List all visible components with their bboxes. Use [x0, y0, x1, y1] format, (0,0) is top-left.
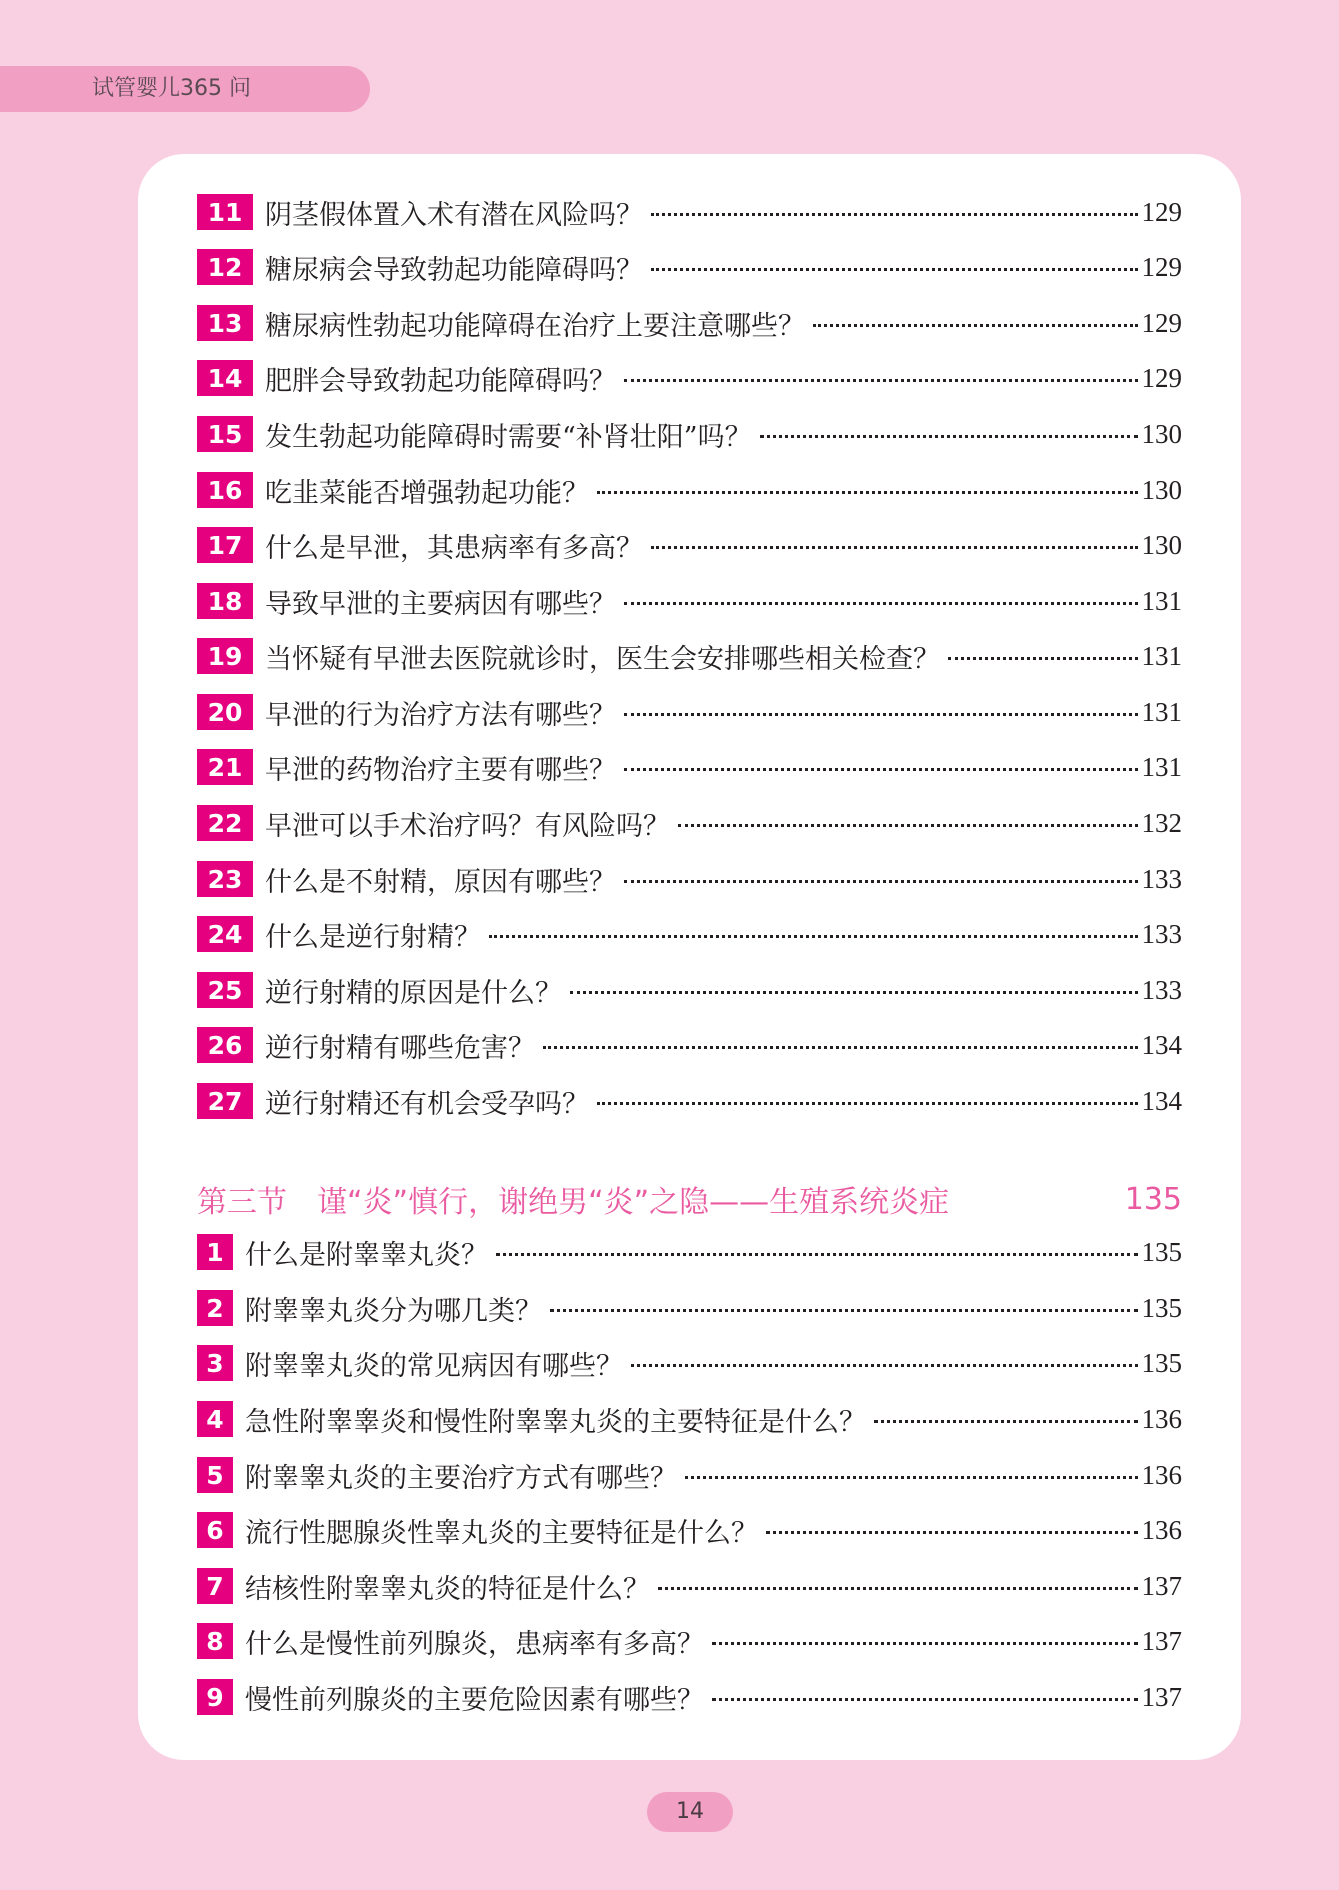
- entry-title: 逆行射精有哪些危害？: [265, 1032, 535, 1064]
- entry-page: 137: [1141, 1625, 1182, 1656]
- entry-number: 20: [197, 694, 253, 730]
- leader-dots: [712, 1698, 1138, 1701]
- entry-title: 逆行射精的原因是什么？: [265, 977, 562, 1009]
- entry-title: 吃韭菜能否增强勃起功能？: [265, 477, 589, 509]
- leader-dots: [543, 1046, 1138, 1049]
- entry-number: 17: [197, 527, 253, 563]
- entry-title: 什么是逆行射精？: [265, 921, 481, 953]
- entry-page: 136: [1141, 1403, 1182, 1434]
- toc-entry[interactable]: [197, 1510, 1182, 1550]
- toc-entry[interactable]: [197, 1288, 1182, 1328]
- entry-page: 135: [1141, 1236, 1182, 1267]
- entry-page: 136: [1141, 1459, 1182, 1490]
- entry-number: 14: [197, 360, 253, 396]
- toc-entry[interactable]: [197, 1677, 1182, 1717]
- leader-dots: [685, 1476, 1138, 1479]
- entry-title: 什么是不射精，原因有哪些？: [265, 866, 616, 898]
- toc-entry[interactable]: [197, 914, 1182, 954]
- entry-number: 8: [197, 1623, 233, 1659]
- toc-entry[interactable]: [197, 192, 1182, 232]
- entry-page: 135: [1141, 1292, 1182, 1323]
- entry-number: 6: [197, 1512, 233, 1548]
- entry-number: 12: [197, 249, 253, 285]
- toc-entry[interactable]: [197, 525, 1182, 565]
- toc-entry[interactable]: [197, 970, 1182, 1010]
- toc-entry[interactable]: [197, 859, 1182, 899]
- entry-page: 129: [1141, 251, 1182, 282]
- entry-number: 5: [197, 1457, 233, 1493]
- entry-page: 131: [1141, 751, 1182, 782]
- leader-dots: [496, 1253, 1138, 1256]
- toc-entry[interactable]: [197, 247, 1182, 287]
- leader-dots: [631, 1364, 1138, 1367]
- leader-dots: [624, 880, 1138, 883]
- book-title: 试管婴儿365 问: [92, 76, 251, 101]
- entry-page: 130: [1141, 474, 1182, 505]
- entry-title: 附睾睾丸炎的常见病因有哪些？: [245, 1350, 623, 1382]
- entry-title: 结核性附睾睾丸炎的特征是什么？: [245, 1573, 650, 1605]
- entry-title: 慢性前列腺炎的主要危险因素有哪些？: [245, 1684, 704, 1716]
- toc-entry[interactable]: [197, 636, 1182, 676]
- toc-entry[interactable]: [197, 358, 1182, 398]
- entry-number: 1: [197, 1234, 233, 1270]
- entry-number: 15: [197, 416, 253, 452]
- entry-number: 7: [197, 1568, 233, 1604]
- entry-title: 逆行射精还有机会受孕吗？: [265, 1088, 589, 1120]
- entry-page: 131: [1141, 585, 1182, 616]
- leader-dots: [658, 1587, 1138, 1590]
- leader-dots: [570, 991, 1138, 994]
- entry-page: 129: [1141, 307, 1182, 338]
- entry-number: 24: [197, 916, 253, 952]
- entry-title: 附睾睾丸炎的主要治疗方式有哪些？: [245, 1462, 677, 1494]
- toc-entry[interactable]: [197, 1343, 1182, 1383]
- entry-number: 2: [197, 1290, 233, 1326]
- entry-number: 19: [197, 638, 253, 674]
- entry-page: 135: [1141, 1347, 1182, 1378]
- entry-page: 130: [1141, 418, 1182, 449]
- leader-dots: [712, 1642, 1138, 1645]
- entry-title: 肥胖会导致勃起功能障碍吗？: [265, 365, 616, 397]
- toc-entry[interactable]: [197, 1232, 1182, 1272]
- toc-entry[interactable]: [197, 581, 1182, 621]
- toc-entry[interactable]: [197, 470, 1182, 510]
- leader-dots: [760, 435, 1138, 438]
- toc-entry[interactable]: [197, 303, 1182, 343]
- toc-entry[interactable]: [197, 1566, 1182, 1606]
- leader-dots: [651, 213, 1138, 216]
- entry-page: 133: [1141, 918, 1182, 949]
- toc-entry[interactable]: [197, 1025, 1182, 1065]
- toc-entry[interactable]: [197, 803, 1182, 843]
- entry-title: 导致早泄的主要病因有哪些？: [265, 588, 616, 620]
- leader-dots: [813, 324, 1138, 327]
- leader-dots: [678, 824, 1138, 827]
- leader-dots: [651, 268, 1138, 271]
- entry-title: 糖尿病会导致勃起功能障碍吗？: [265, 254, 643, 286]
- toc-entry[interactable]: [197, 1455, 1182, 1495]
- entry-number: 9: [197, 1679, 233, 1715]
- entry-page: 129: [1141, 362, 1182, 393]
- entry-page: 131: [1141, 696, 1182, 727]
- leader-dots: [766, 1531, 1138, 1534]
- entry-number: 27: [197, 1083, 253, 1119]
- entry-title: 流行性腮腺炎性睾丸炎的主要特征是什么？: [245, 1517, 758, 1549]
- entry-title: 当怀疑有早泄去医院就诊时，医生会安排哪些相关检查？: [265, 643, 940, 675]
- entry-page: 133: [1141, 974, 1182, 1005]
- entry-title: 早泄的行为治疗方法有哪些？: [265, 699, 616, 731]
- leader-dots: [874, 1420, 1138, 1423]
- entry-page: 137: [1141, 1570, 1182, 1601]
- section-page: 135: [1124, 1181, 1182, 1217]
- entry-number: 13: [197, 305, 253, 341]
- entry-title: 糖尿病性勃起功能障碍在治疗上要注意哪些？: [265, 310, 805, 342]
- entry-page: 136: [1141, 1514, 1182, 1545]
- entry-page: 129: [1141, 196, 1182, 227]
- toc-entry[interactable]: [197, 414, 1182, 454]
- section-heading[interactable]: [197, 1176, 1182, 1222]
- entry-page: 134: [1141, 1029, 1182, 1060]
- entry-page: 137: [1141, 1681, 1182, 1712]
- header-tab: [0, 66, 370, 112]
- entry-title: 什么是附睾睾丸炎？: [245, 1239, 488, 1271]
- leader-dots: [624, 768, 1138, 771]
- entry-page: 131: [1141, 640, 1182, 671]
- entry-title: 附睾睾丸炎分为哪几类？: [245, 1295, 542, 1327]
- leader-dots: [948, 657, 1138, 660]
- entry-page: 130: [1141, 529, 1182, 560]
- leader-dots: [624, 602, 1138, 605]
- entry-number: 3: [197, 1345, 233, 1381]
- entry-page: 133: [1141, 863, 1182, 894]
- entry-number: 11: [197, 194, 253, 230]
- page-number: 14: [647, 1792, 733, 1832]
- toc-entry[interactable]: [197, 692, 1182, 732]
- entry-title: 阴茎假体置入术有潜在风险吗？: [265, 199, 643, 231]
- entry-number: 4: [197, 1401, 233, 1437]
- entry-title: 发生勃起功能障碍时需要“补肾壮阳”吗？: [265, 421, 752, 453]
- toc-entry[interactable]: [197, 1621, 1182, 1661]
- entry-page: 134: [1141, 1085, 1182, 1116]
- entry-number: 22: [197, 805, 253, 841]
- toc-entry[interactable]: [197, 1081, 1182, 1121]
- leader-dots: [597, 491, 1138, 494]
- entry-title: 什么是早泄，其患病率有多高？: [265, 532, 643, 564]
- section-title: 第三节 谨“炎”慎行，谢绝男“炎”之隐——生殖系统炎症: [197, 1185, 950, 1220]
- entry-page: 132: [1141, 807, 1182, 838]
- leader-dots: [624, 713, 1138, 716]
- entry-title: 急性附睾睾炎和慢性附睾睾丸炎的主要特征是什么？: [245, 1406, 866, 1438]
- toc-entry[interactable]: [197, 1399, 1182, 1439]
- leader-dots: [550, 1309, 1138, 1312]
- entry-number: 23: [197, 861, 253, 897]
- entry-title: 早泄的药物治疗主要有哪些？: [265, 754, 616, 786]
- leader-dots: [489, 935, 1138, 938]
- entry-title: 早泄可以手术治疗吗？有风险吗？: [265, 810, 670, 842]
- leader-dots: [624, 379, 1138, 382]
- toc-entry[interactable]: [197, 747, 1182, 787]
- entry-number: 26: [197, 1027, 253, 1063]
- entry-number: 18: [197, 583, 253, 619]
- entry-title: 什么是慢性前列腺炎，患病率有多高？: [245, 1628, 704, 1660]
- entry-number: 16: [197, 472, 253, 508]
- entry-number: 21: [197, 749, 253, 785]
- leader-dots: [597, 1102, 1138, 1105]
- leader-dots: [651, 546, 1138, 549]
- entry-number: 25: [197, 972, 253, 1008]
